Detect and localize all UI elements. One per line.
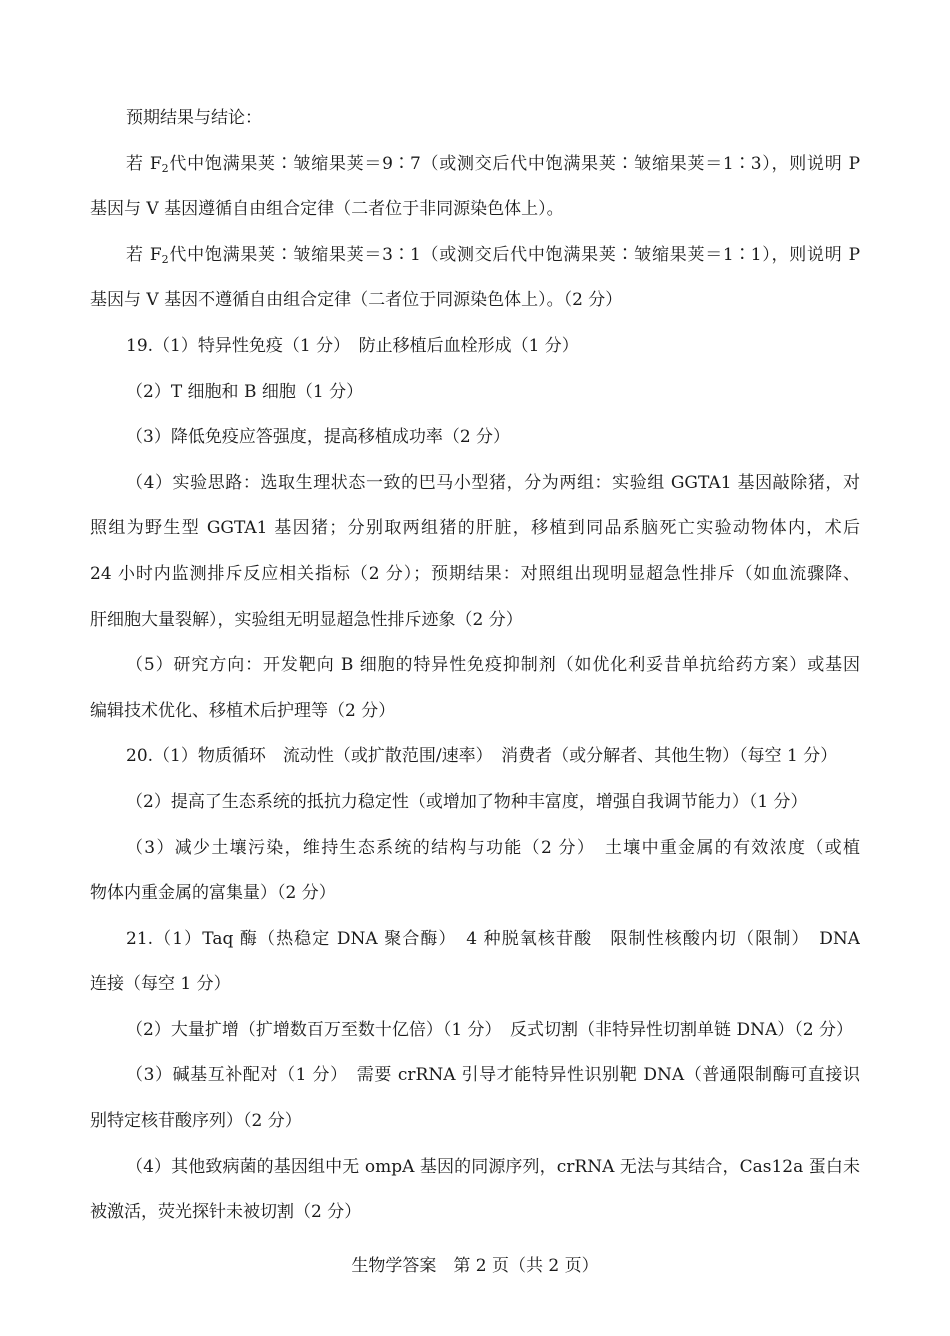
conclusion-line-2: 基因与 V 基因遵循自由组合定律（二者位于非同源染色体上）。 [90,199,564,220]
answer-19-2: （2）T 细胞和 B 细胞（1 分） [126,381,364,402]
answer-19-5-line-1: （5）研究方向：开发靶向 B 细胞的特异性免疫抑制剂（如优化利妥昔单抗给药方案）或基因 [126,655,860,676]
answer-21-3-line-1: （3）碱基互补配对（1 分） 需要 crRNA 引导才能特异性识别靶 DNA（普通限制酶可直接识 [126,1065,860,1086]
subscript: 2 [161,161,169,175]
answer-19-5-line-2: 编辑技术优化、移植术后护理等（2 分） [90,700,396,721]
answer-19-3: （3）降低免疫应答强度，提高移植成功率（2 分） [126,427,511,448]
answer-20-3-line-2: 物体内重金属的富集量）（2 分） [90,883,336,904]
answer-21-4-line-2: 被激活，荧光探针未被切割（2 分） [90,1202,362,1223]
answer-21-4-line-1: （4）其他致病菌的基因组中无 ompA 基因的同源序列，crRNA 无法与其结合，Cas12a 蛋白未 [126,1156,860,1177]
answer-19-4-line-4: 肝细胞大量裂解），实验组无明显超急性排斥迹象（2 分） [90,609,523,630]
answer-20-3-line-1: （3）减少土壤污染，维持生态系统的结构与功能（2 分） 土壤中重金属的有效浓度（或植 [126,837,860,858]
conclusion-line-4: 基因与 V 基因不遵循自由组合定律（二者位于同源染色体上）。（2 分） [90,290,623,311]
answer-19-4-line-1: （4）实验思路：选取生理状态一致的巴马小型猪，分为两组：实验组 GGTA1 基因敲除猪，对 [126,472,860,493]
answer-20-2: （2）提高了生态系统的抵抗力稳定性（或增加了物种丰富度，增强自我调节能力）（1 分） [126,791,808,812]
results-heading: 预期结果与结论： [126,108,262,128]
conclusion-line-1: 若 $F_2$代中饱满果荚∶皱缩果荚＝9∶7（或测交后代中饱满果荚∶皱缩果荚＝1∶3），则说明 P [126,153,860,175]
answer-19-4-line-3: 24 小时内监测排斥反应相关指标（2 分）；预期结果：对照组出现明显超急性排斥（如血流骤降、 [90,563,860,584]
answer-21-3-line-2: 别特定核苷酸序列）（2 分） [90,1111,302,1132]
page-footer: 生物学答案 第 2 页（共 2 页） [351,1256,599,1276]
answer-21-1-line-2: 连接（每空 1 分） [90,974,231,995]
answer-19-1: 19.（1）特异性免疫（1 分） 防止移植后血栓形成（1 分） [126,335,579,356]
answer-21-1-line-1: 21.（1）Taq 酶（热稳定 DNA 聚合酶） 4 种脱氧核苷酸 限制性核酸内切（限制） DNA [126,928,860,949]
answer-page-body [90,96,860,1236]
answer-19-4-line-2: 照组为野生型 GGTA1 基因猪；分别取两组猪的肝脏，移植到同品系脑死亡实验动物体内，术后 [90,518,860,539]
answer-21-2: （2）大量扩增（扩增数百万至数十亿倍）（1 分） 反式切割（非特异性切割单链 DNA）（2 分） [126,1019,853,1040]
conclusion-line-3: 若 $F_2$代中饱满果荚∶皱缩果荚＝3∶1（或测交后代中饱满果荚∶皱缩果荚＝1∶1），则说明 P [126,244,860,266]
subscript: 2 [161,252,169,266]
answer-20-1: 20.（1）物质循环 流动性（或扩散范围/速率） 消费者（或分解者、其他生物）（每空 1 分） [126,746,838,767]
